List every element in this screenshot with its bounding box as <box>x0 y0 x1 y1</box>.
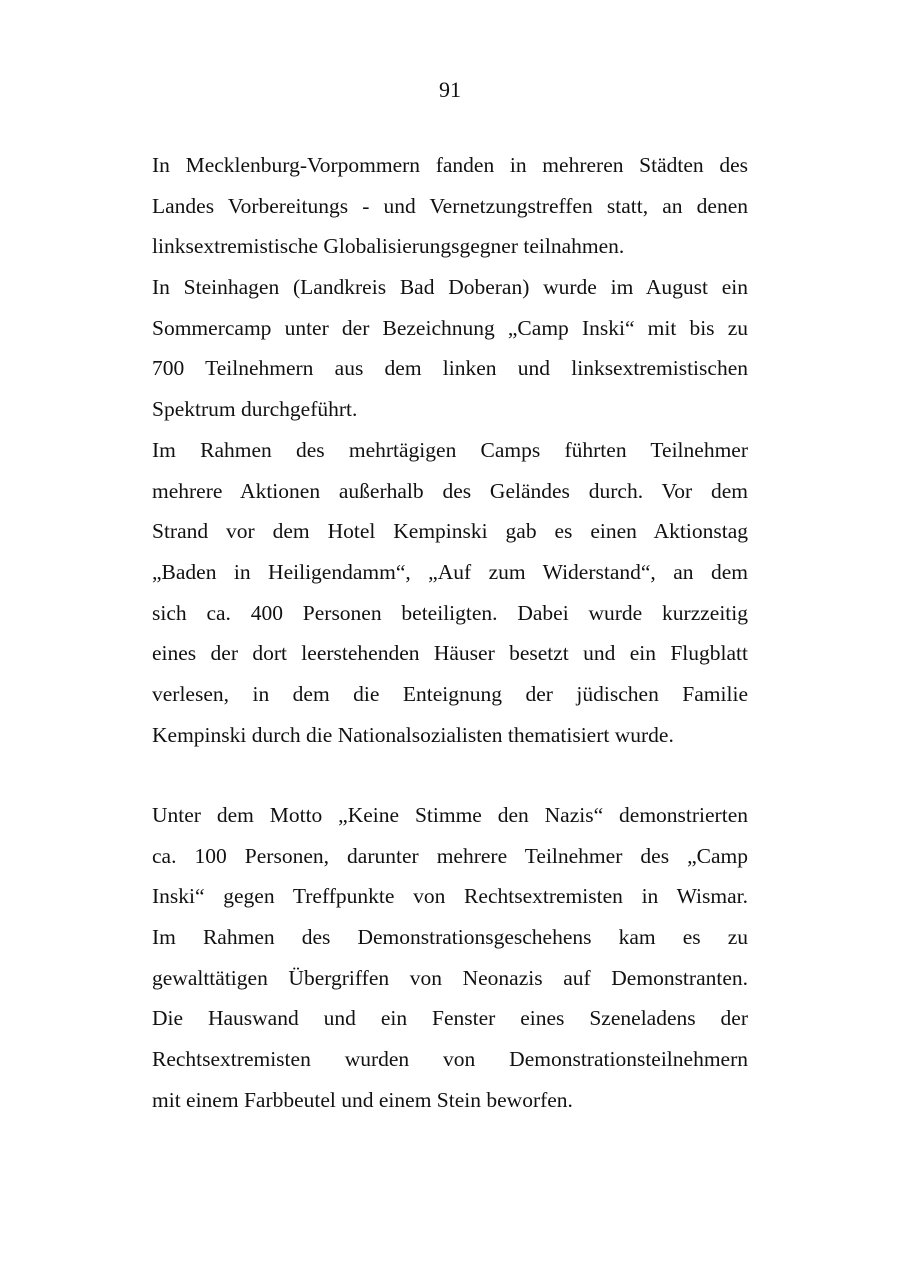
text-line: Landes Vorbereitungs - und Vernetzungstreffen statt, an denen <box>152 193 748 218</box>
text-line: mehrere Aktionen außerhalb des Geländes durch. Vor dem <box>152 478 748 503</box>
text-line: sich ca. 400 Personen beteiligten. Dabei wurde kurzzeitig <box>152 600 748 625</box>
text-line: eines der dort leerstehenden Häuser besetzt und ein Flugblatt <box>152 641 748 666</box>
text-line: Im Rahmen des Demonstrationsgeschehens kam es zu <box>152 925 748 950</box>
text-line: ca. 100 Personen, darunter mehrere Teilnehmer des „Camp <box>152 843 748 868</box>
text-line: Rechtsextremisten wurden von Demonstrationsteilnehmern <box>152 1047 748 1072</box>
text-line: mit einem Farbbeutel und einem Stein beworfen. <box>152 1087 573 1112</box>
text-line: In Steinhagen (Landkreis Bad Doberan) wurde im August ein <box>152 275 748 300</box>
paragraph-camp-inski <box>152 267 748 430</box>
text-line: Inski“ gegen Treffpunkte von Rechtsextremisten in Wismar. <box>152 884 748 909</box>
text-line: Strand vor dem Hotel Kempinski gab es einen Aktionstag <box>152 519 748 544</box>
text-line: Im Rahmen des mehrtägigen Camps führten Teilnehmer <box>152 437 748 462</box>
text-line: Unter dem Motto „Keine Stimme den Nazis“ demonstrierten <box>152 803 748 827</box>
paragraph-camp-actions <box>152 430 748 756</box>
text-line: verlesen, in dem die Enteignung der jüdischen Familie <box>152 681 748 706</box>
paragraph-preparation-meetings <box>152 145 748 267</box>
text-line: „Baden in Heiligendamm“, „Auf zum Widerstand“, an dem <box>152 559 748 584</box>
text-line: linksextremistische Globalisierungsgegner teilnahmen. <box>152 234 625 259</box>
paragraph-wismar-demonstration <box>152 795 748 1121</box>
text-section-demonstration <box>152 795 748 1121</box>
text-line: Die Hauswand und ein Fenster eines Szeneladens der <box>152 1006 748 1031</box>
text-line: Kempinski durch die Nationalsozialisten thematisiert wurde. <box>152 722 674 747</box>
text-section-camp <box>152 145 748 755</box>
text-line: In Mecklenburg-Vorpommern fanden in mehreren Städten des <box>152 153 748 177</box>
text-line: Spektrum durchgeführt. <box>152 397 358 422</box>
text-line: Sommercamp unter der Bezeichnung „Camp Inski“ mit bis zu <box>152 315 748 340</box>
text-line: 700 Teilnehmern aus dem linken und linksextremistischen <box>152 356 748 381</box>
page-number: 91 <box>439 77 461 102</box>
text-line: gewalttätigen Übergriffen von Neonazis auf Demonstranten. <box>152 965 748 990</box>
